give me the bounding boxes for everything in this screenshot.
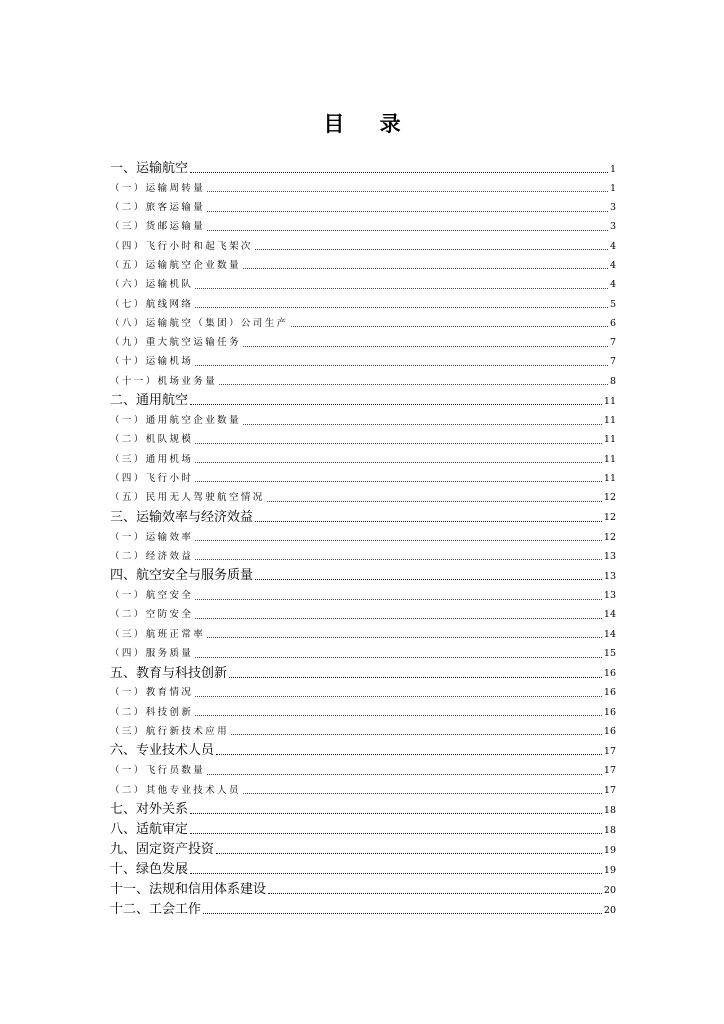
toc-section-entry[interactable]	[110, 351, 616, 370]
toc-entry-title: 五、教育与科技创新	[110, 665, 228, 681]
dot-leader	[195, 307, 608, 308]
toc-page-number: 13	[603, 570, 616, 582]
toc-page-number: 20	[603, 884, 616, 896]
dot-leader	[195, 618, 602, 619]
toc-chapter-entry[interactable]	[110, 898, 616, 918]
toc-page-number: 11	[603, 395, 616, 407]
dot-leader	[207, 230, 608, 231]
toc-chapter-entry[interactable]	[110, 798, 616, 818]
toc-entry-title: （三）货邮运输量	[110, 221, 206, 233]
dot-leader	[243, 346, 608, 347]
toc-page-number: 17	[603, 784, 616, 796]
dot-leader	[195, 288, 608, 289]
toc-entry-title: （一）航空安全	[110, 590, 194, 602]
toc-entry-title: 七、对外关系	[110, 802, 189, 818]
toc-section-entry[interactable]	[110, 196, 616, 215]
toc-entry-title: （三）通用机场	[110, 453, 194, 465]
toc-entry-title: （二）其他专业技术人员	[110, 784, 241, 796]
toc-section-entry[interactable]	[110, 486, 616, 505]
toc-section-entry[interactable]	[110, 293, 616, 312]
toc-page-number: 17	[603, 765, 616, 777]
toc-page-number: 5	[609, 298, 616, 310]
toc-chapter-entry[interactable]	[110, 838, 616, 858]
dot-leader	[267, 501, 602, 502]
toc-page-number: 15	[603, 648, 616, 660]
toc-chapter-entry[interactable]	[110, 858, 616, 878]
dot-leader	[195, 462, 602, 463]
toc-section-entry[interactable]	[110, 682, 616, 701]
toc-section-entry[interactable]	[110, 584, 616, 603]
toc-entry-title: （六）运输机队	[110, 279, 194, 291]
toc-section-entry[interactable]	[110, 254, 616, 273]
toc-entry-title: 十二、工会工作	[110, 902, 202, 918]
toc-page-number: 16	[603, 725, 616, 737]
dot-leader	[195, 481, 602, 482]
toc-section-entry[interactable]	[110, 779, 616, 798]
toc-chapter-entry[interactable]	[110, 739, 616, 759]
toc-page-number: 6	[609, 317, 616, 329]
page-title: 目 录	[323, 111, 415, 136]
toc-section-entry[interactable]	[110, 177, 616, 196]
dot-leader	[268, 893, 602, 894]
toc-entry-title: （五）运输航空企业数量	[110, 259, 241, 271]
toc-page-number: 17	[603, 745, 616, 757]
dot-leader	[195, 443, 602, 444]
toc-section-entry[interactable]	[110, 331, 616, 350]
toc-chapter-entry[interactable]	[110, 662, 616, 682]
toc-entry-title: （八）运输航空（集团）公司生产	[110, 317, 289, 329]
toc-page-number: 7	[609, 356, 616, 368]
toc-page-number: 13	[603, 590, 616, 602]
toc-entry-title: （一）运输效率	[110, 531, 194, 543]
dot-leader	[255, 521, 602, 522]
dot-leader	[207, 211, 608, 212]
toc-entry-title: （二）经济效益	[110, 550, 194, 562]
dot-leader	[255, 249, 608, 250]
dot-leader	[195, 657, 602, 658]
toc-page-number: 19	[603, 864, 616, 876]
toc-chapter-entry[interactable]	[110, 157, 616, 177]
dot-leader	[190, 404, 602, 405]
dot-leader	[190, 833, 602, 834]
toc-page-number: 12	[603, 531, 616, 543]
toc-page-number: 3	[609, 202, 616, 214]
dot-leader	[216, 853, 602, 854]
toc-entry-title: 六、专业技术人员	[110, 743, 215, 759]
toc-entry-title: （二）机队规模	[110, 434, 194, 446]
dot-leader	[190, 813, 602, 814]
toc-section-entry[interactable]	[110, 642, 616, 661]
toc-section-entry[interactable]	[110, 545, 616, 564]
dot-leader	[219, 384, 608, 385]
toc-entry-title: 八、适航审定	[110, 822, 189, 838]
toc-section-entry[interactable]	[110, 273, 616, 292]
toc-page-number: 16	[603, 687, 616, 699]
toc-entry-title: （四）飞行小时和起飞架次	[110, 240, 253, 252]
dot-leader	[195, 540, 602, 541]
toc-section-entry[interactable]	[110, 526, 616, 545]
toc-page-number: 7	[609, 337, 616, 349]
toc-page-number: 12	[603, 512, 616, 524]
toc-entry-title: （一）通用航空企业数量	[110, 415, 241, 427]
toc-entry-title: 四、航空安全与服务质量	[110, 568, 254, 584]
toc-chapter-entry[interactable]	[110, 878, 616, 898]
toc-section-entry[interactable]	[110, 370, 616, 389]
dot-leader	[207, 774, 602, 775]
dot-leader	[216, 754, 602, 755]
toc-section-entry[interactable]	[110, 312, 616, 331]
toc-chapter-entry[interactable]	[110, 818, 616, 838]
dot-leader	[291, 326, 608, 327]
toc-page-number: 11	[603, 434, 616, 446]
toc-chapter-entry[interactable]	[110, 506, 616, 526]
dot-leader	[229, 677, 602, 678]
toc-page-number: 14	[603, 628, 616, 640]
toc-page-number: 14	[603, 609, 616, 621]
toc-entry-title: 十、绿色发展	[110, 862, 189, 878]
toc-entry-title: （一）教育情况	[110, 687, 194, 699]
toc-page-number: 3	[609, 221, 616, 233]
toc-entry-title: （二）科技创新	[110, 706, 194, 718]
toc-page-number: 1	[609, 182, 616, 194]
toc-page-number: 19	[603, 844, 616, 856]
toc-entry-title: （三）航班正常率	[110, 628, 206, 640]
dot-leader	[190, 873, 602, 874]
toc-entry-title: （七）航线网络	[110, 298, 194, 310]
dot-leader	[195, 559, 602, 560]
dot-leader	[195, 599, 602, 600]
toc-page-number: 4	[609, 240, 616, 252]
toc-section-entry[interactable]	[110, 720, 616, 739]
toc-page-number: 18	[603, 804, 616, 816]
toc-entry-title: （四）服务质量	[110, 648, 194, 660]
toc-section-entry[interactable]	[110, 467, 616, 486]
toc-section-entry[interactable]	[110, 623, 616, 642]
toc-entry-title: （三）航行新技术应用	[110, 725, 230, 737]
toc-entry-title: （五）民用无人驾驶航空情况	[110, 492, 265, 504]
toc-page-number: 11	[603, 453, 616, 465]
toc-section-entry[interactable]	[110, 235, 616, 254]
toc-page-number: 8	[609, 375, 616, 387]
toc-entry-title: （一）运输周转量	[110, 182, 206, 194]
toc-entry-title: （十一）机场业务量	[110, 375, 218, 387]
toc-page-number: 18	[603, 824, 616, 836]
toc-chapter-entry[interactable]	[110, 389, 616, 409]
dot-leader	[231, 734, 602, 735]
toc-page-number: 1	[609, 163, 616, 175]
dot-leader	[243, 424, 602, 425]
toc-page-number: 4	[609, 279, 616, 291]
toc-page-number: 16	[603, 668, 616, 680]
toc-entry-title: （十）运输机场	[110, 356, 194, 368]
toc-section-entry[interactable]	[110, 216, 616, 235]
toc-entry-title: 二、通用航空	[110, 393, 189, 409]
table-of-contents	[110, 157, 616, 918]
toc-section-entry[interactable]	[110, 409, 616, 428]
toc-entry-title: 一、运输航空	[110, 161, 189, 176]
dot-leader	[207, 191, 608, 192]
toc-section-entry[interactable]	[110, 759, 616, 778]
toc-entry-title: 九、固定资产投资	[110, 842, 215, 858]
toc-page-number: 16	[603, 706, 616, 718]
dot-leader	[203, 913, 602, 914]
dot-leader	[255, 579, 602, 580]
toc-section-entry[interactable]	[110, 604, 616, 623]
dot-leader	[243, 268, 608, 269]
toc-entry-title: （四）飞行小时	[110, 472, 194, 484]
toc-page-number: 13	[603, 550, 616, 562]
toc-section-entry[interactable]	[110, 429, 616, 448]
toc-entry-title: （一）飞行员数量	[110, 765, 206, 777]
toc-entry-title: 十一、法规和信用体系建设	[110, 882, 267, 898]
dot-leader	[195, 715, 602, 716]
toc-page-number: 11	[603, 415, 616, 427]
toc-entry-title: （二）旅客运输量	[110, 202, 206, 214]
toc-entry-title: （二）空防安全	[110, 609, 194, 621]
dot-leader	[190, 172, 608, 173]
toc-entry-title: 三、运输效率与经济效益	[110, 509, 254, 525]
dot-leader	[207, 637, 602, 638]
toc-chapter-entry[interactable]	[110, 564, 616, 584]
dot-leader	[195, 696, 602, 697]
toc-page-number: 20	[603, 904, 616, 916]
toc-entry-title: （九）重大航空运输任务	[110, 337, 241, 349]
dot-leader	[243, 793, 602, 794]
toc-page-number: 11	[603, 472, 616, 484]
toc-section-entry[interactable]	[110, 448, 616, 467]
toc-page-number: 4	[609, 259, 616, 271]
toc-section-entry[interactable]	[110, 701, 616, 720]
toc-page-number: 12	[603, 492, 616, 504]
dot-leader	[195, 365, 608, 366]
